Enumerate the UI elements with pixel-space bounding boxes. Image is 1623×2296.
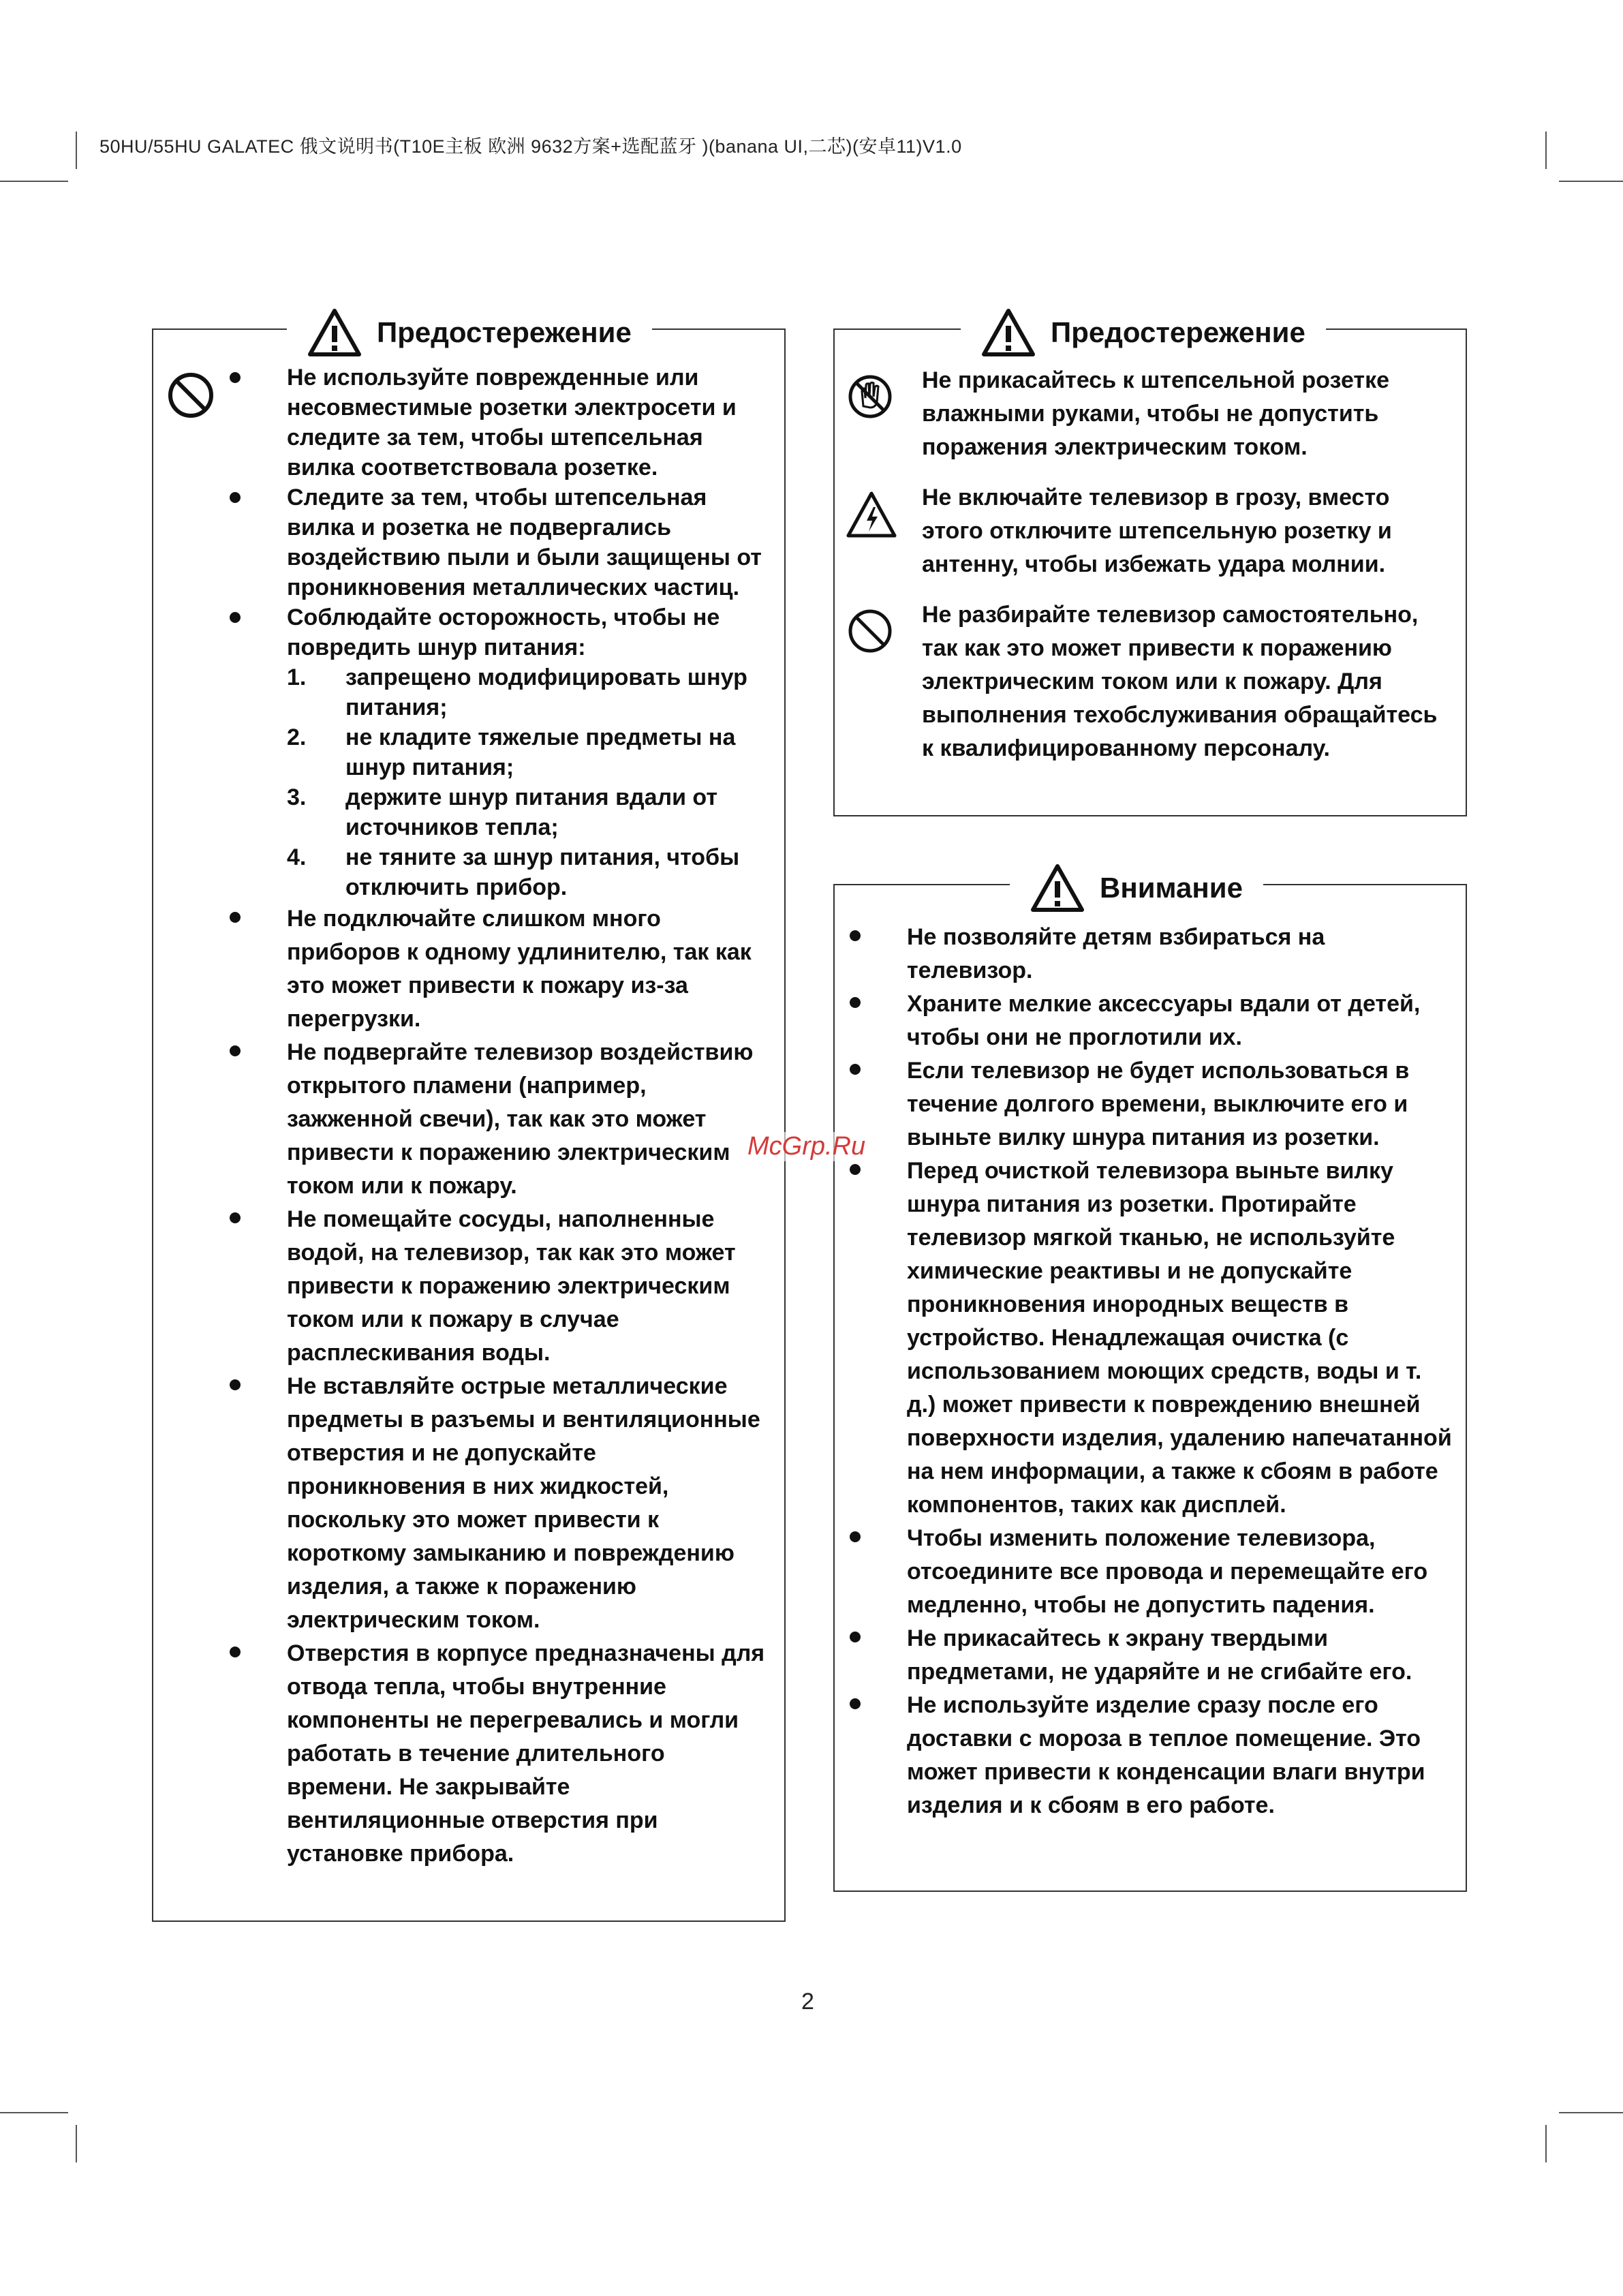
sub-list-item: 4. не тяните за шнур питания, чтобы отключить прибор. — [287, 844, 740, 900]
caution-item: Не разбирайте телевизор самостоятельно, так как это может привести к поражению электрическим током или к пожару. Для выполнения техобслуживания обращайтесь к квалифицированному персоналу. — [922, 602, 1438, 761]
crop-mark — [0, 2112, 68, 2113]
right-attention-box — [833, 872, 1467, 1892]
bullet-icon — [230, 492, 241, 503]
list-item: Не используйте изделие сразу после его доставки с мороза в теплое помещение. Это может привести к конденсации влаги внутри изделия и к сбоям в его работе. — [850, 1689, 1453, 1822]
lightning-warning-icon — [846, 491, 897, 542]
right-box-title-text: Предостережение — [1051, 316, 1305, 348]
list-item: Не подключайте слишком много приборов к одному удлинителю, так как это может привести к пожару из-за перегрузки. — [230, 902, 768, 1036]
list-item: Чтобы изменить положение телевизора, отсоедините все провода и перемещайте его медленно, чтобы не допустить падения. — [850, 1522, 1453, 1622]
page-number: 2 — [801, 1989, 814, 2015]
left-box-title-text: Предостережение — [377, 316, 632, 348]
power-cord-sublist — [230, 662, 768, 902]
warning-triangle-icon — [1030, 863, 1085, 913]
bullet-icon — [230, 612, 241, 623]
bullet-icon — [230, 1379, 241, 1390]
crop-mark — [1545, 132, 1547, 169]
attention-box-title — [1010, 863, 1263, 913]
caution-item: Не включайте телевизор в грозу, вместо этого отключите штепсельную розетку и антенну, чтобы избежать удара молнии. — [922, 485, 1392, 577]
bullet-icon — [850, 1164, 861, 1175]
list-item: Отверстия в корпусе предназначены для отвода тепла, чтобы внутренние компоненты не перегревались и могли работать в течение длительного времени. Не закрывайте вентиляционные отверстия при установке прибора. — [230, 1637, 768, 1871]
right-caution-box — [833, 316, 1467, 816]
bullet-icon — [850, 1698, 861, 1709]
bullet-icon — [850, 1064, 861, 1075]
list-item: Не используйте поврежденные или несовместимые розетки электросети и следите за тем, чтобы штепсельная вилка соответствовала розетке. — [230, 363, 768, 483]
left-caution-box — [152, 316, 786, 1922]
left-box-title — [287, 308, 652, 357]
list-item: Не подвергайте телевизор воздействию открытого пламени (например, зажженной свечи), так как это может привести к поражению электрическим током или к пожару. — [230, 1036, 768, 1203]
sub-list-item: 2. не кладите тяжелые предметы на шнур питания; — [287, 724, 736, 780]
attention-list — [850, 921, 1453, 1822]
bullet-icon — [850, 1531, 861, 1542]
warning-triangle-icon — [307, 308, 362, 357]
list-item: Если телевизор не будет использоваться в течение долгого времени, выключите его и выньте вилку шнура питания из розетки. — [850, 1054, 1453, 1154]
bullet-icon — [850, 930, 861, 941]
bullet-icon — [230, 1045, 241, 1056]
sub-list-item: 1. запрещено модифицировать шнур питания; — [287, 664, 747, 720]
wet-hands-prohibited-icon — [847, 373, 893, 423]
crop-mark — [76, 132, 77, 169]
bullet-icon — [230, 1647, 241, 1657]
right-box-title — [961, 308, 1326, 357]
crop-mark — [1545, 2125, 1547, 2162]
list-item: Следите за тем, чтобы штепсельная вилка и розетка не подвергались воздействию пыли и были защищены от проникновения металлических частиц. — [230, 483, 768, 602]
prohibited-icon — [847, 608, 893, 658]
crop-mark — [76, 2125, 77, 2162]
prohibited-icon — [167, 371, 215, 423]
crop-mark — [1559, 2112, 1623, 2113]
left-caution-list — [230, 363, 768, 1871]
list-item: Перед очисткой телевизора выньте вилку шнура питания из розетки. Протирайте телевизор мягкой тканью, не используйте химические реактивы и не допускайте проникновения инородных веществ в устройство. Ненадлежащая очистка (с использованием моющих средств, воды и т. д.) может привести к повреждению внешней поверхности изделия, удалению напечатанной на нем информации, а также к сбоям в работе компонентов, таких как дисплей. — [850, 1154, 1453, 1522]
crop-mark — [0, 181, 68, 182]
list-item: Не прикасайтесь к экрану твердыми предметами, не ударяйте и не сгибайте его. — [850, 1622, 1453, 1689]
caution-item: Не прикасайтесь к штепсельной розетке влажными руками, чтобы не допустить поражения электрическим током. — [922, 367, 1389, 460]
sub-list-item: 3. держите шнур питания вдали от источников тепла; — [287, 784, 718, 840]
warning-triangle-icon — [981, 308, 1036, 357]
list-item: Не позволяйте детям взбираться на телевизор. — [850, 921, 1453, 988]
attention-box-title-text: Внимание — [1100, 872, 1243, 904]
list-item: Не вставляйте острые металлические предметы в разъемы и вентиляционные отверстия и не допускайте проникновения в них жидкостей, поскольку это может привести к короткому замыканию и повреждению изделия, а также к поражению электрическим током. — [230, 1370, 768, 1637]
watermark-link[interactable]: McGrp.Ru — [747, 1132, 866, 1161]
bullet-icon — [230, 372, 241, 383]
bullet-icon — [850, 1632, 861, 1642]
list-item: Храните мелкие аксессуары вдали от детей, чтобы они не проглотили их. — [850, 988, 1453, 1054]
bullet-icon — [850, 997, 861, 1008]
crop-mark — [1559, 181, 1623, 182]
list-item: Соблюдайте осторожность, чтобы не повредить шнур питания: — [230, 602, 768, 662]
list-item: Не помещайте сосуды, наполненные водой, на телевизор, так как это может привести к поражению электрическим током или к пожару в случае расплескивания воды. — [230, 1203, 768, 1370]
document-header: 50HU/55HU GALATEC 俄文说明书(T10E主板 欧洲 9632方案+选配蓝牙 )(banana UI,二芯)(安卓11)V1.0 — [99, 136, 962, 157]
bullet-icon — [230, 1212, 241, 1223]
bullet-icon — [230, 912, 241, 923]
